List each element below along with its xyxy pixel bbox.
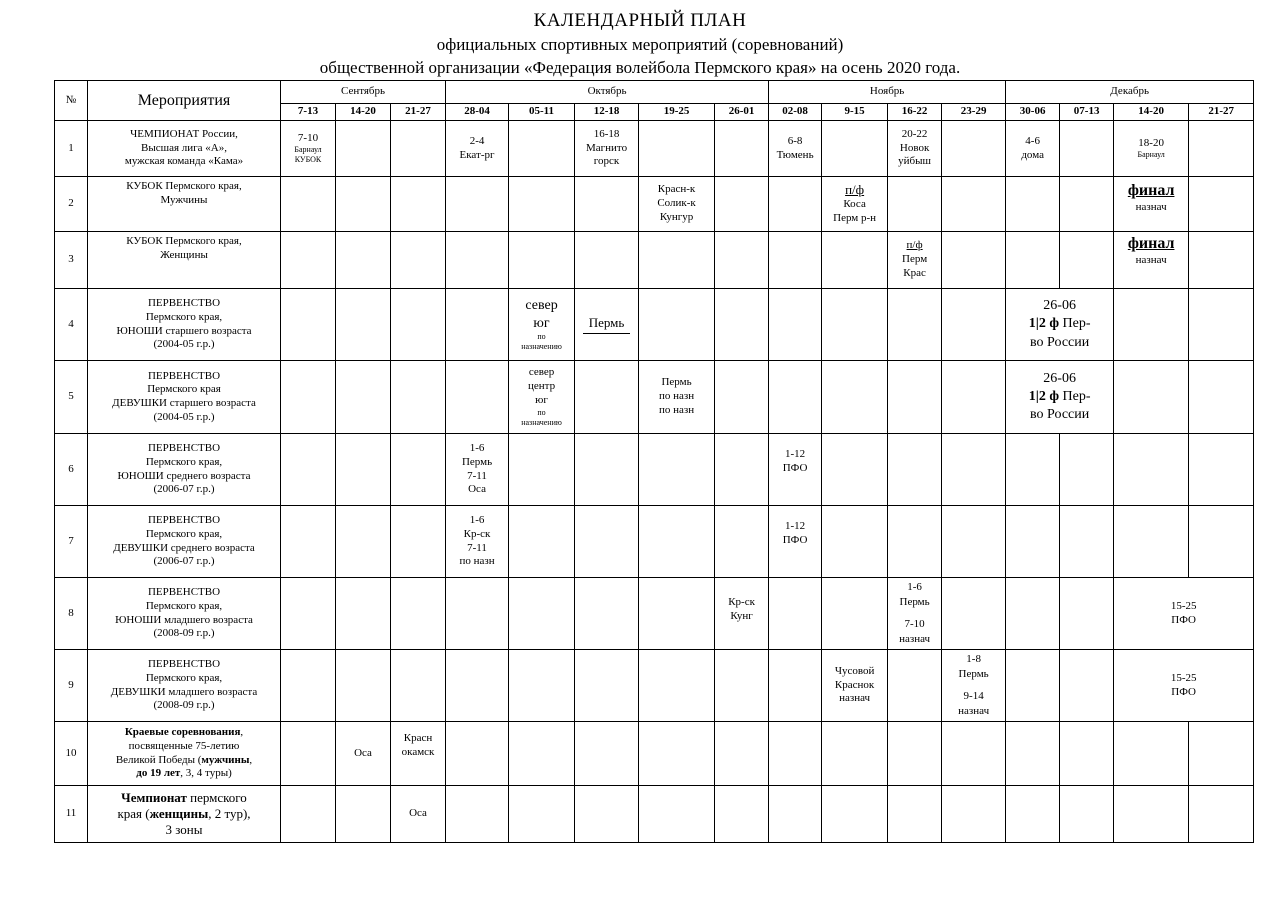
table-row	[55, 121, 1254, 177]
table-row	[55, 786, 1254, 843]
row-number: 11	[55, 786, 88, 843]
event-name: КУБОК Пермского края, Мужчины	[88, 177, 281, 232]
schedule-cell: 4-6 дома	[1006, 121, 1060, 177]
event-name: ПЕРВЕНСТВО Пермского края ДЕВУШКИ старшего возраста (2004-05 г.р.)	[88, 361, 281, 434]
table-row	[55, 722, 1254, 786]
schedule-cell: 26-06 1|2 ф Пер- во России	[1006, 289, 1114, 361]
event-name: ПЕРВЕНСТВО Пермского края, ДЕВУШКИ младшего возраста (2008-09 г.р.)	[88, 650, 281, 722]
event-name: Чемпионат пермского края (женщины, 2 тур), 3 зоны	[88, 786, 281, 843]
month-november: Ноябрь	[769, 81, 1006, 104]
schedule-cell: 15-25 ПФО	[1114, 650, 1254, 722]
month-october: Октябрь	[446, 81, 769, 104]
event-name: Краевые соревнования, посвященные 75-летию Великой Победы (мужчины, до 19 лет, 3, 4 туры)	[88, 722, 281, 786]
row-number: 4	[55, 289, 88, 361]
month-september: Сентябрь	[281, 81, 446, 104]
table-row	[55, 578, 1254, 650]
week-header: 14-20	[336, 104, 391, 121]
schedule-cell: 20-22 Новок уйбыш	[888, 121, 942, 177]
week-header: 05-11	[509, 104, 575, 121]
schedule-cell: п/ф Перм Крас	[888, 232, 942, 289]
calendar-table	[54, 80, 1254, 843]
schedule-cell: 6-8 Тюмень	[769, 121, 822, 177]
plan-organization: общественной организации «Федерация волейбола Пермского края» на осень 2020 года.	[319, 58, 961, 77]
schedule-cell: 2-4 Екат-рг	[446, 121, 509, 177]
schedule-cell: Красн окамск	[391, 722, 446, 786]
schedule-cell: 16-18 Магнито горск	[575, 121, 639, 177]
week-header: 21-27	[391, 104, 446, 121]
month-december: Декабрь	[1006, 81, 1254, 104]
schedule-cell: север юг по назначению	[509, 289, 575, 361]
col-number-header: №	[55, 81, 88, 121]
week-header: 26-01	[715, 104, 769, 121]
event-name: ЧЕМПИОНАТ России, Высшая лига «А», мужская команда «Кама»	[88, 121, 281, 177]
week-header: 7-13	[281, 104, 336, 121]
week-header: 14-20	[1114, 104, 1189, 121]
schedule-cell: 1-6 Пермь 7-11 Оса	[446, 434, 509, 506]
plan-subtitle: официальных спортивных мероприятий (соревнований)	[436, 35, 844, 54]
schedule-cell: север центр юг по назначению	[509, 361, 575, 434]
row-number: 7	[55, 506, 88, 578]
schedule-cell: Кр-ск Кунг	[715, 578, 769, 650]
row-number: 2	[55, 177, 88, 232]
table-row	[55, 434, 1254, 506]
table-row	[55, 361, 1254, 434]
schedule-cell: Оса	[391, 786, 446, 843]
schedule-cell: п/ф Коса Перм р-н	[822, 177, 888, 232]
row-number: 8	[55, 578, 88, 650]
table-row	[55, 650, 1254, 722]
schedule-cell: Оса	[336, 722, 391, 786]
schedule-cell: 15-25 ПФО	[1114, 578, 1254, 650]
schedule-cell: 1-8 Пермь 9-14 назнач	[942, 650, 1006, 722]
schedule-cell: финал назнач	[1114, 177, 1189, 232]
table-row	[55, 177, 1254, 232]
schedule-cell: Пермь по назн по назн	[639, 361, 715, 434]
schedule-cell: 1-6 Кр-ск 7-11 по назн	[446, 506, 509, 578]
row-number: 5	[55, 361, 88, 434]
schedule-cell: Красн-к Солик-к Кунгур	[639, 177, 715, 232]
schedule-cell: 1-6 Пермь 7-10 назнач	[888, 578, 942, 650]
schedule-cell: финал назнач	[1114, 232, 1189, 289]
plan-title: КАЛЕНДАРНЫЙ ПЛАН	[533, 10, 747, 31]
schedule-cell: 1-12 ПФО	[769, 506, 822, 578]
week-header: 19-25	[639, 104, 715, 121]
schedule-cell: 7-10 Барнаул КУБОК	[281, 121, 336, 177]
table-row	[55, 506, 1254, 578]
row-number: 6	[55, 434, 88, 506]
week-header: 21-27	[1189, 104, 1254, 121]
week-header: 9-15	[822, 104, 888, 121]
week-header: 23-29	[942, 104, 1006, 121]
schedule-cell: 26-06 1|2 ф Пер- во России	[1006, 361, 1114, 434]
table-row	[55, 289, 1254, 361]
col-events-header: Мероприятия	[88, 81, 281, 121]
event-name: ПЕРВЕНСТВО Пермского края, ЮНОШИ младшего возраста (2008-09 г.р.)	[88, 578, 281, 650]
week-header: 07-13	[1060, 104, 1114, 121]
week-header: 12-18	[575, 104, 639, 121]
event-name: ПЕРВЕНСТВО Пермского края, ДЕВУШКИ среднего возраста (2006-07 г.р.)	[88, 506, 281, 578]
event-name: ПЕРВЕНСТВО Пермского края, ЮНОШИ старшего возраста (2004-05 г.р.)	[88, 289, 281, 361]
schedule-cell: 1-12 ПФО	[769, 434, 822, 506]
schedule-cell: Чусовой Краснок назнач	[822, 650, 888, 722]
schedule-cell: 18-20 Барнаул	[1114, 121, 1189, 177]
row-number: 3	[55, 232, 88, 289]
row-number: 10	[55, 722, 88, 786]
week-header: 30-06	[1006, 104, 1060, 121]
table-row	[55, 232, 1254, 289]
month-header-row	[55, 81, 1254, 104]
week-header: 16-22	[888, 104, 942, 121]
row-number: 9	[55, 650, 88, 722]
row-number: 1	[55, 121, 88, 177]
schedule-cell: Пермь	[575, 289, 639, 361]
event-name: КУБОК Пермского края, Женщины	[88, 232, 281, 289]
week-header: 28-04	[446, 104, 509, 121]
week-header: 02-08	[769, 104, 822, 121]
event-name: ПЕРВЕНСТВО Пермского края, ЮНОШИ среднего возраста (2006-07 г.р.)	[88, 434, 281, 506]
